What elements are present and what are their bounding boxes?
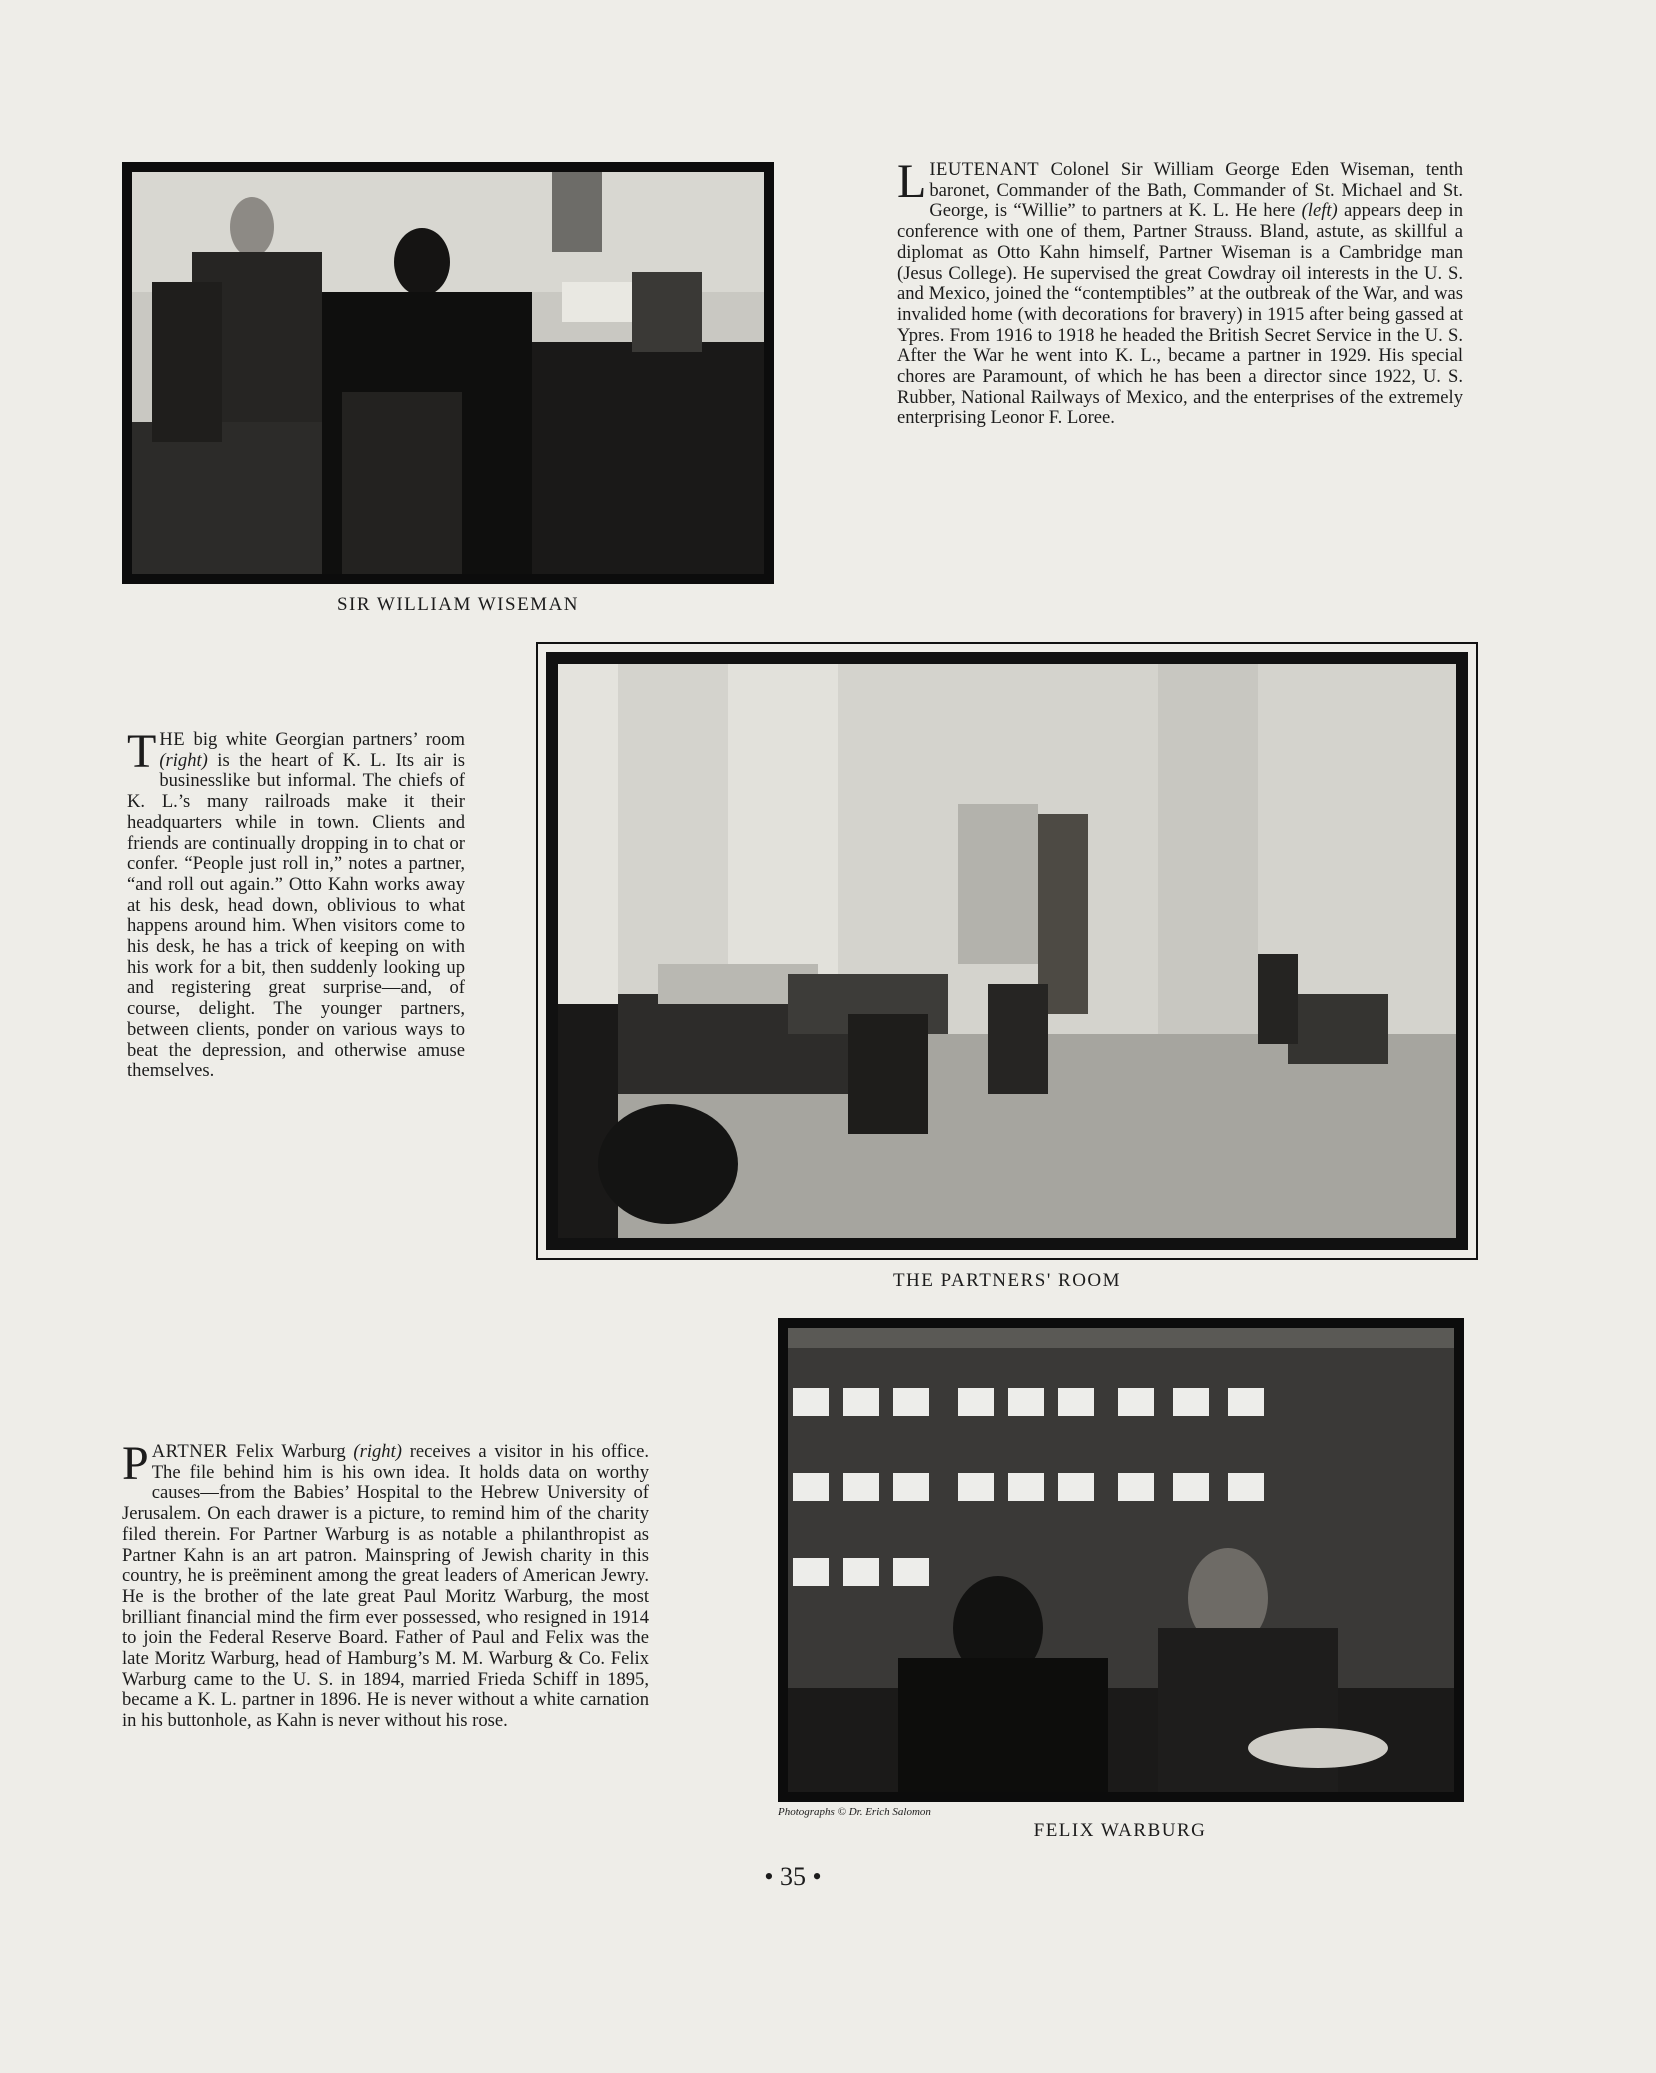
drawer-window [1058, 1388, 1094, 1416]
photo-credit: Photographs © Dr. Erich Salomon [778, 1806, 931, 1818]
warburg-italic: (right) [353, 1441, 402, 1462]
drawer-window [893, 1388, 929, 1416]
room-dropcap: T [127, 725, 157, 778]
wiseman-photo-image [132, 172, 764, 574]
wiseman-lead: IEUTENANT [929, 159, 1040, 180]
drawer-window [958, 1473, 994, 1501]
partners-room-photo-image [558, 664, 1456, 1238]
drawer-window [1008, 1473, 1044, 1501]
drawer-window [958, 1388, 994, 1416]
warburg-photo-image [788, 1328, 1454, 1792]
wiseman-caption: SIR WILLIAM WISEMAN [336, 594, 580, 615]
wiseman-body-2: appears deep in conference with one of them, Partner Strauss. Bland, astute, as skillful a diplomat as Otto Kahn himself, Partner Wiseman is a Cambridge man (Jesus College). He supervised the great Cowdray oil interests in the U. S. and Mexico, joined the “contemptibles” at the outbreak of the War, and was invalided home (with decorations for bravery) in 1915 after being gassed at Ypres. From 1916 to 1918 he headed the British Secret Service in the U. S. After the War he went into K. L., became a partner in 1929. His special chores are Paramount, of which he has been a director since 1922, U. S. Rubber, National Railways of Mexico, and the enterprises of the extremely enterprising Leonor F. Loree. [897, 200, 1463, 429]
drawer-window [1008, 1388, 1044, 1416]
drawer-window [1228, 1388, 1264, 1416]
warburg-body-2: receives a visitor in his office. The file behind him is his own idea. It holds data on worthy causes—from the Babies’ Hospital to the Hebrew University of Jerusalem. On each drawer is a picture, to remind him of the charity filed therein. For Partner Warburg is as notable a philanthropist as Partner Kahn is an art patron. Mainspring of Jewish charity in this country, he is preëminent among the great leaders of American Jewry. He is the brother of the late great Paul Moritz Warburg, the most brilliant financial mind the firm ever possessed, who resigned in 1914 to join the Federal Reserve Board. Father of Paul and Felix was the late Moritz Warburg, head of Hamburg’s M. M. Warburg & Co. Felix Warburg came to the U. S. in 1894, married Frieda Schiff in 1895, became a K. L. partner in 1896. He is never without a white carnation in his buttonhole, as Kahn is never without his rose. [122, 1441, 649, 1732]
drawer-window [793, 1473, 829, 1501]
drawer-window [1118, 1388, 1154, 1416]
drawer-window [1173, 1473, 1209, 1501]
drawer-window [1228, 1473, 1264, 1501]
drawer-window [843, 1388, 879, 1416]
drawer-window [793, 1558, 829, 1586]
room-italic: (right) [159, 749, 208, 771]
drawer-window [843, 1473, 879, 1501]
room-lead: HE [159, 729, 186, 750]
room-body-1: big white Georgian partners’ room [185, 729, 465, 750]
partners-room-photo [536, 642, 1478, 1260]
wiseman-italic: (left) [1301, 200, 1338, 222]
warburg-caption: FELIX WARBURG [1033, 1820, 1207, 1841]
warburg-photo [778, 1318, 1464, 1802]
wiseman-photo [122, 162, 774, 584]
drawer-window [893, 1558, 929, 1586]
drawer-window [1118, 1473, 1154, 1501]
wiseman-body-1: Colonel Sir William George Eden Wiseman, tenth baronet, Commander of the Bath, Commander of St. Michael and St. George, is “Willie” to partners at K. L. He here [929, 159, 1463, 222]
page-number: • 35 • [764, 1862, 822, 1891]
warburg-lead: ARTNER [151, 1441, 228, 1462]
warburg-dropcap: P [122, 1437, 149, 1490]
drawer-window [1058, 1473, 1094, 1501]
wiseman-article [897, 155, 1463, 429]
wiseman-dropcap: L [897, 155, 927, 208]
room-article [127, 725, 465, 1082]
warburg-body-1: Felix Warburg [227, 1441, 354, 1462]
drawer-window [843, 1558, 879, 1586]
drawer-window [893, 1473, 929, 1501]
room-body-2: is the heart of K. L. Its air is businesslike but informal. The chiefs of K. L.’s many railroads make it their headquarters while in town. Clients and friends are continually dropping in to chat or confer. “People just roll in,” notes a partner, “and roll out again.” Otto Kahn works away at his desk, head down, oblivious to what happens around him. When visitors come to his desk, he has a trick of keeping on with his work for a bit, then suddenly looking up and registering great surprise—and, of course, delight. The younger partners, between clients, ponder on various ways to beat the depression, and otherwise amuse themselves. [127, 749, 465, 1082]
partners-room-caption: THE PARTNERS' ROOM [892, 1270, 1122, 1291]
drawer-window [1173, 1388, 1209, 1416]
warburg-article [122, 1437, 649, 1732]
drawer-window [793, 1388, 829, 1416]
